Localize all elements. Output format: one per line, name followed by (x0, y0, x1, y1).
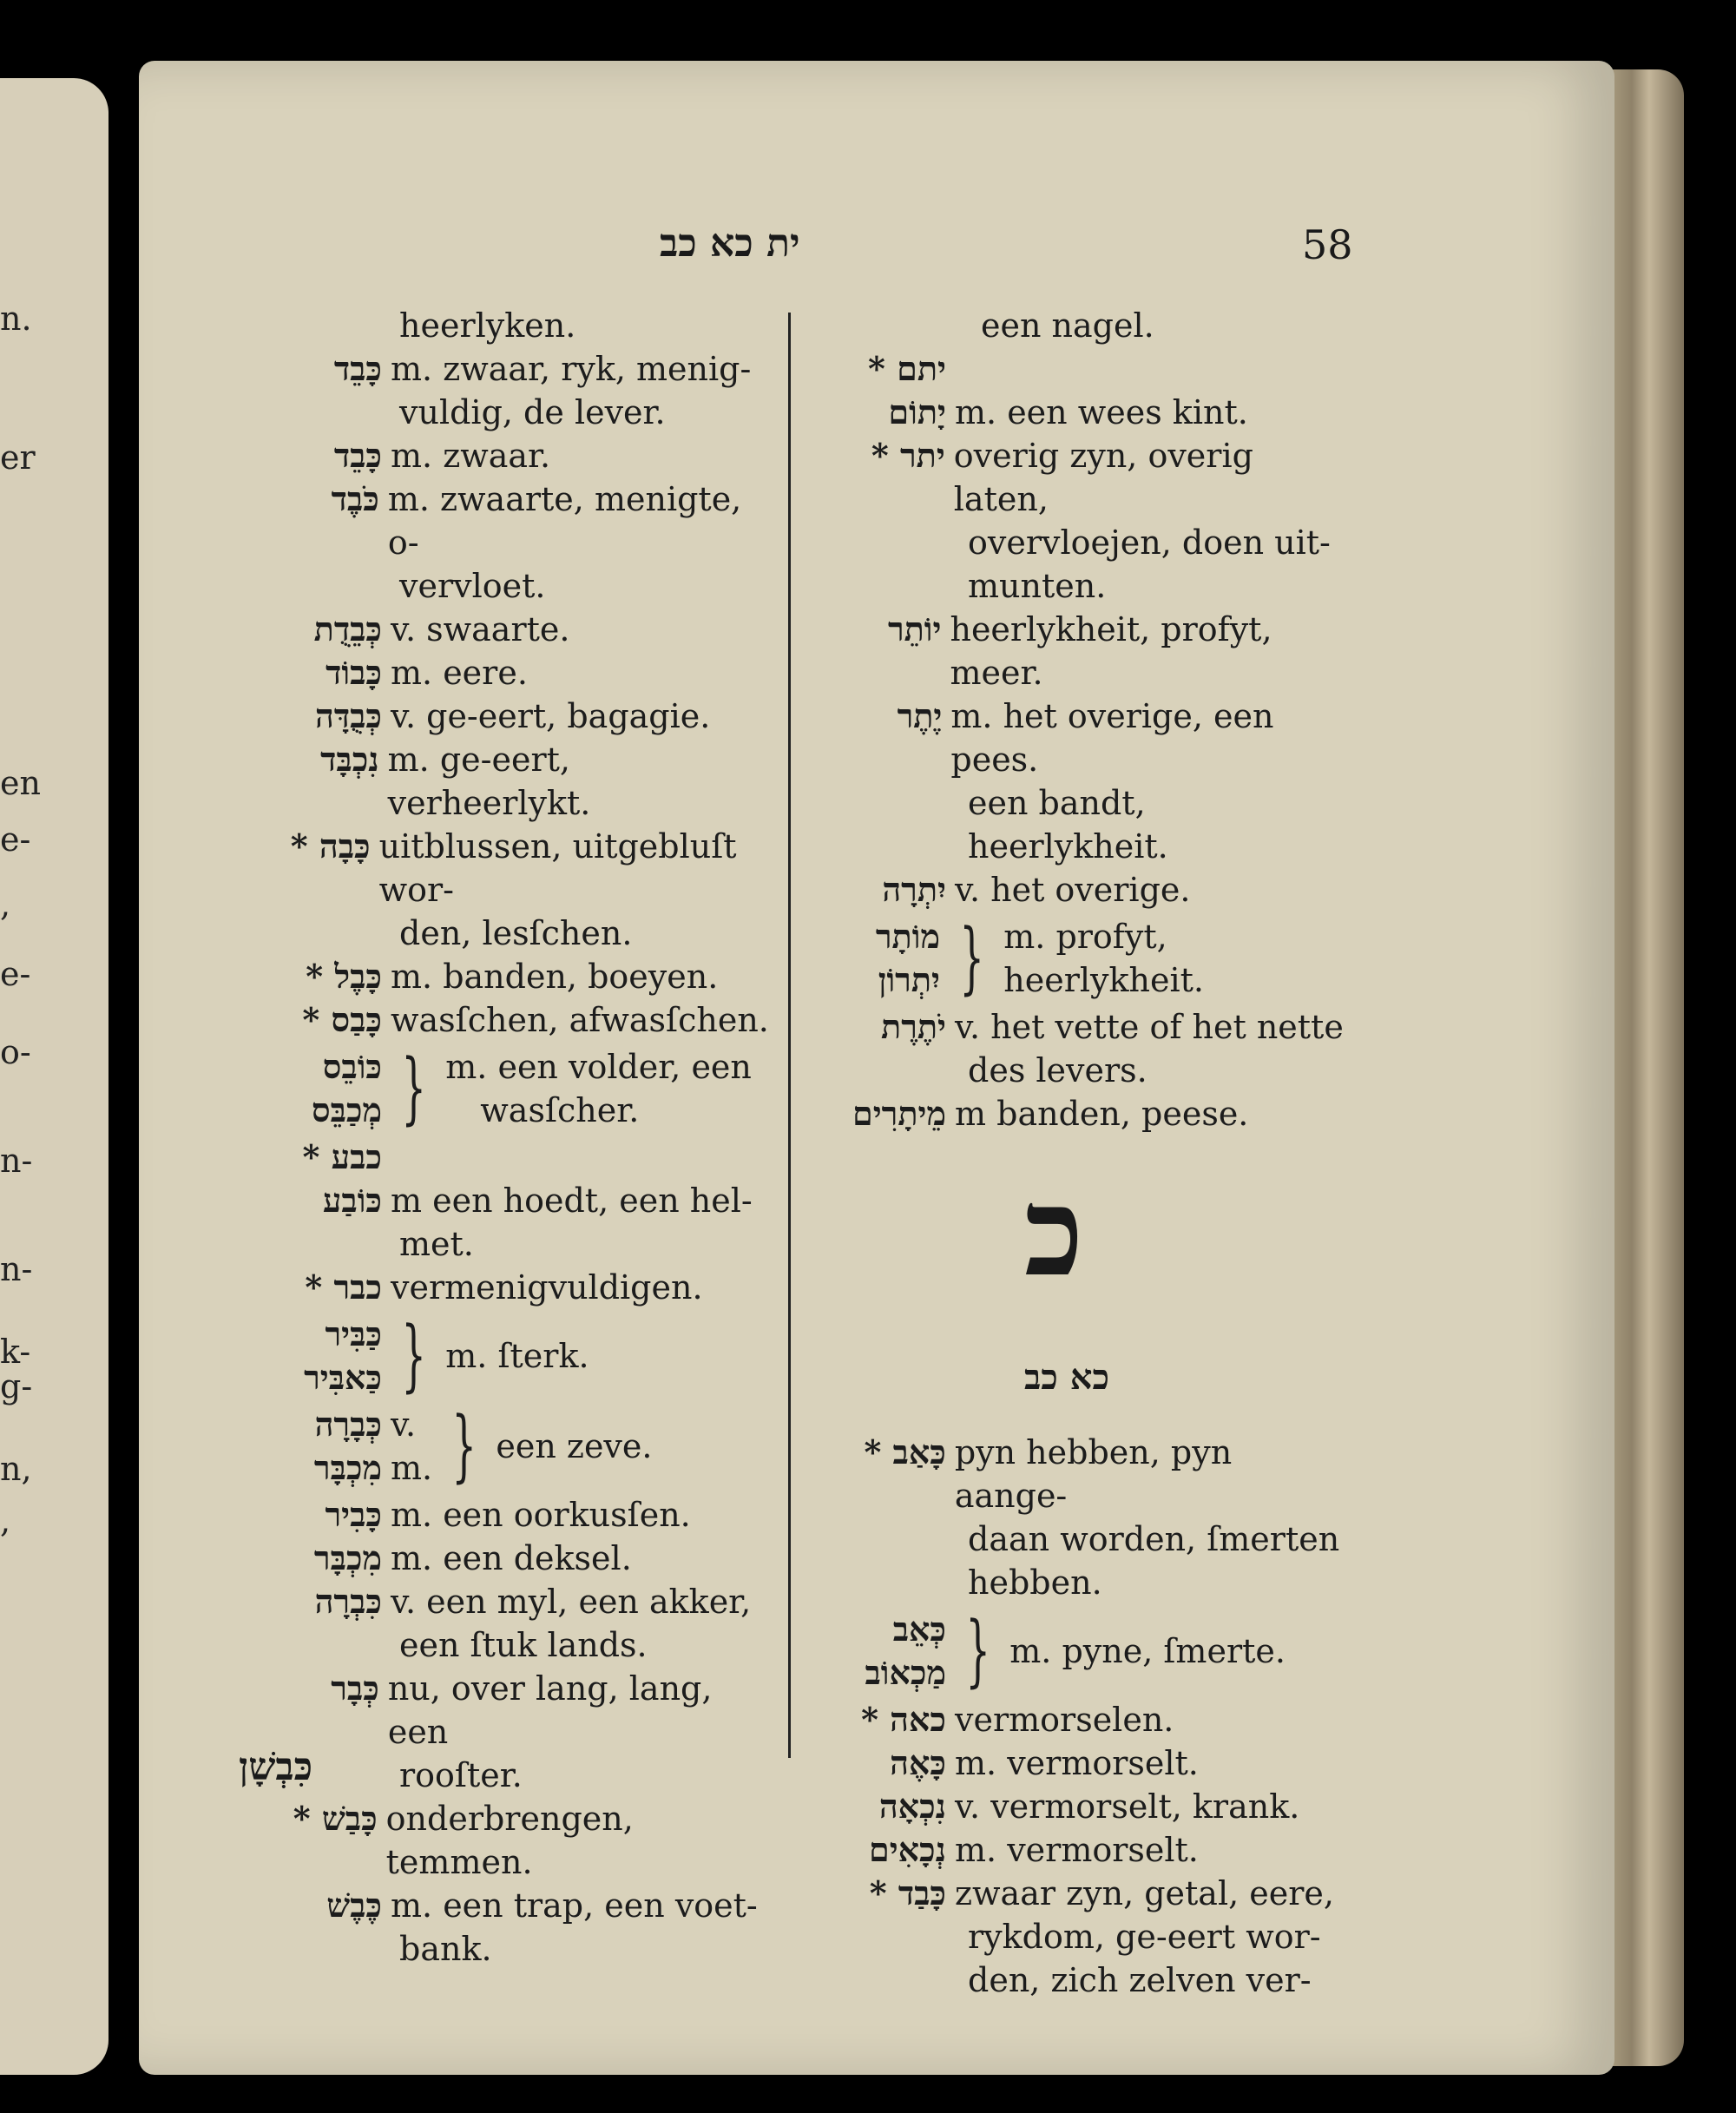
definition-continuation: rooſter. (399, 1756, 523, 1794)
definition: m. vermorselt. (955, 1831, 1199, 1869)
dictionary-entry (851, 608, 1354, 694)
definition: wasſchen, afwasſchen. (391, 1001, 769, 1039)
definition: overig zyn, overig laten, (953, 437, 1253, 518)
dictionary-entry (278, 1135, 773, 1179)
definition: m een hoedt, een hel- (391, 1182, 753, 1220)
dictionary-entry (278, 955, 773, 998)
facing-page-text-fragment: , (0, 1502, 11, 1540)
facing-page-text-fragment: er (0, 438, 36, 477)
dictionary-entry (851, 347, 1354, 391)
definition: nu, over lang, lang, een (387, 1669, 713, 1751)
definition: m. pyne, ſmerte. (1009, 1632, 1286, 1670)
hebrew-headword: כבר * (305, 1267, 382, 1307)
dictionary-entry (278, 825, 773, 955)
facing-page-text-fragment: , (0, 885, 11, 924)
hebrew-headword: כָּבַד * (869, 1873, 946, 1912)
definition: m. ſterk. (445, 1337, 589, 1375)
definition: m. eere. (391, 654, 528, 692)
dictionary-entry (278, 477, 773, 608)
definition: m. een volder, een (445, 1048, 752, 1086)
section-subhead: כא כב (1024, 1357, 1109, 1398)
dictionary-entry (278, 608, 773, 651)
definition: m. zwaar. (391, 437, 551, 475)
facing-page-text-fragment: k- (0, 1333, 31, 1371)
column-rule (788, 313, 791, 1758)
hebrew-headword: כְּאֵב (892, 1609, 946, 1649)
hebrew-headword: יֶתֶר (897, 696, 943, 735)
dictionary-entry (278, 1266, 773, 1309)
definition: pyn hebben, pyn aange- (954, 1433, 1233, 1515)
definition: m. een deksel. (391, 1539, 632, 1577)
hebrew-headword: כֶּבֶשׁ (326, 1886, 382, 1925)
dictionary-entry (278, 1797, 773, 1884)
definition-continuation: munten. (968, 567, 1107, 605)
section-break (851, 1135, 1354, 1431)
facing-page-text-fragment: n- (0, 1142, 33, 1180)
definition: onderbrengen, temmen. (385, 1800, 634, 1881)
definition: m. een trap, een voet- (391, 1886, 758, 1925)
brace-entry-group (278, 1310, 773, 1401)
definition: heerlykheit, profyt, meer. (950, 610, 1272, 692)
brace-entry-group (278, 1045, 773, 1132)
hebrew-headword: מֵיתָרִים (852, 1094, 946, 1133)
hebrew-headword: כָּבַשׁ * (293, 1799, 378, 1838)
dictionary-entry (851, 1005, 1354, 1092)
definition: een zeve. (496, 1427, 653, 1465)
definition: v. het vette of het nette (955, 1008, 1344, 1046)
dictionary-entry (851, 1785, 1354, 1828)
dictionary-entry (278, 651, 773, 694)
curly-brace: } (401, 1043, 426, 1134)
dictionary-entry (278, 1493, 773, 1537)
definition: m. profyt, heerlykheit. (1003, 918, 1204, 999)
definition: v. het overige. (955, 871, 1191, 909)
definition-continuation: een bandt, heerlykheit. (968, 784, 1168, 866)
hebrew-headword: מִכְבָּר (313, 1448, 382, 1487)
dictionary-entry (278, 694, 773, 738)
hebrew-headword: מוֹתָר (875, 917, 940, 956)
hebrew-headword: יתם * (868, 349, 946, 388)
dictionary-entry (278, 1884, 773, 1971)
facing-page-text-fragment: n- (0, 1250, 33, 1288)
curly-brace: } (965, 1605, 990, 1696)
curly-brace: } (959, 912, 984, 1004)
brace-entry-group (278, 1400, 773, 1491)
hebrew-headword: כבע * (302, 1137, 382, 1176)
definition: v. ge-eert, bagagie. (391, 697, 711, 735)
definition: v. een myl, een akker, (391, 1583, 752, 1621)
definition: m. vermorselt. (955, 1744, 1199, 1782)
hebrew-headword: נִכְבָּד (320, 740, 379, 779)
hebrew-headword: כְּבֻדָּה (314, 696, 382, 735)
definition-continuation: vuldig, de lever. (399, 393, 666, 431)
dictionary-entry (278, 434, 773, 477)
definition: zwaar zyn, getal, eere, (955, 1874, 1334, 1912)
definition: vermenigvuldigen. (391, 1268, 703, 1307)
hebrew-headword: כַּבִּיר (325, 1314, 382, 1353)
definition: m. een oorkusſen. (391, 1496, 691, 1534)
hebrew-headword: כְּבָר (331, 1669, 379, 1708)
definition-continuation: hebben. (968, 1563, 1102, 1602)
dictionary-entry (851, 1872, 1354, 2002)
dictionary-entry (278, 1179, 773, 1266)
hebrew-headword: כַּאבִּיר (304, 1358, 382, 1397)
left-column (278, 304, 773, 1971)
gender-marker: m. (391, 1449, 433, 1487)
definition-continuation: vervloet. (399, 567, 546, 605)
gender-marker: v. (391, 1405, 417, 1444)
hebrew-headword: מִכְבָּר (313, 1538, 382, 1577)
definition: m. ge-eert, verheerlykt. (387, 741, 591, 822)
curly-brace: } (401, 1310, 426, 1401)
definition-continuation: daan worden, ſmerten (968, 1520, 1340, 1558)
catchword: כִּבְשָׁן (239, 1745, 313, 1789)
definition: m. zwaar, ryk, menig- (391, 350, 752, 388)
hebrew-headword: יִתְרָה (882, 870, 946, 909)
facing-page-edge (0, 78, 108, 2075)
facing-page-text-fragment: n, (0, 1450, 32, 1488)
dictionary-entry (851, 1828, 1354, 1872)
dictionary-entry (278, 1580, 773, 1667)
dictionary-entry (278, 1667, 773, 1797)
definition-continuation: bank. (399, 1930, 492, 1968)
hebrew-headword: יוֹתֵר (887, 609, 942, 648)
hebrew-headword: יֹתֶרֶת (881, 1007, 946, 1046)
hebrew-headword: יתר * (871, 436, 945, 475)
continuation-line: een nagel. (981, 306, 1154, 345)
definition: m banden, peese. (955, 1095, 1249, 1133)
page-number: 58 (1302, 221, 1353, 268)
dictionary-entry (851, 868, 1354, 912)
section-letter: כ (1024, 1162, 1084, 1304)
dictionary-entry (278, 998, 773, 1042)
definition-continuation: met. (399, 1225, 474, 1263)
facing-page-text-fragment: g- (0, 1367, 33, 1405)
right-column (851, 304, 1354, 2002)
hebrew-headword: כֹּבֶד (331, 479, 379, 518)
definition: uitblussen, uitgebluſt wor- (378, 827, 737, 909)
definition: v. vermorselt, krank. (955, 1787, 1300, 1826)
brace-entry-group (851, 1605, 1354, 1696)
hebrew-headword: כָּבֶל * (306, 957, 382, 996)
continuation-line: heerlyken. (399, 306, 576, 345)
facing-page-text-fragment: en (0, 764, 41, 802)
facing-page-text-fragment: e- (0, 820, 31, 859)
definition-continuation: des levers. (968, 1051, 1147, 1089)
dictionary-entry (278, 738, 773, 825)
hebrew-headword: כְּבָרָה (314, 1405, 382, 1444)
dictionary-entry (851, 434, 1354, 608)
definition: m. het overige, een pees. (950, 697, 1274, 779)
definition: v. swaarte. (391, 610, 570, 648)
hebrew-headword: נְכָאִים (868, 1830, 946, 1869)
dictionary-entry (851, 1431, 1354, 1604)
hebrew-headword: כּוֹבַע (322, 1181, 382, 1220)
definition: m. zwaarte, menigte, o- (387, 480, 742, 562)
facing-page-text-fragment: o- (0, 1033, 31, 1071)
dictionary-entry (278, 347, 773, 434)
curly-brace: } (451, 1400, 477, 1491)
facing-page-text-fragment: n. (0, 300, 32, 338)
definition: m. een wees kint. (955, 393, 1248, 431)
hebrew-headword: כּוֹבֵס (322, 1047, 382, 1086)
brace-entry-group (851, 912, 1354, 1004)
definition-continuation: rykdom, ge-eert wor- (968, 1918, 1321, 1956)
hebrew-headword: כָּבֵד (333, 349, 382, 388)
hebrew-headword: כָּבִיר (325, 1495, 382, 1534)
definition-continuation: den, lesſchen. (399, 914, 633, 952)
hebrew-headword: כָּבָה * (290, 826, 371, 866)
hebrew-headword: כְּבֵדֻת (313, 609, 382, 648)
hebrew-headword: יִתְרוֹן (878, 960, 940, 999)
definition-continuation: den, zich zelven ver- (968, 1961, 1312, 1999)
hebrew-headword: כָּאַב * (864, 1432, 946, 1471)
hebrew-headword: כָּבוֹד (326, 653, 382, 692)
definition: vermorselen. (955, 1701, 1174, 1739)
hebrew-headword: מְכַבֵּס (311, 1090, 382, 1129)
definition: m. banden, boeyen. (391, 958, 719, 996)
hebrew-headword: נִכְאָה (878, 1787, 946, 1826)
hebrew-headword: כאה * (861, 1700, 946, 1739)
facing-page-text-fragment: e- (0, 955, 31, 993)
hebrew-headword: יָתוֹם (888, 392, 946, 431)
hebrew-headword: כִּבְרָה (314, 1582, 382, 1621)
hebrew-headword: מַכְאוֹב (865, 1653, 946, 1692)
definition-continuation: een ſtuk lands. (399, 1626, 648, 1664)
dictionary-entry (851, 1092, 1354, 1135)
dictionary-entry (851, 391, 1354, 434)
dictionary-entry (851, 1698, 1354, 1741)
running-head: ית כא כב (660, 221, 800, 266)
dictionary-entry (278, 1537, 773, 1580)
hebrew-headword: כָּאֶה (890, 1743, 946, 1782)
hebrew-headword: כָּבַס * (302, 1000, 382, 1039)
definition-continuation: overvloejen, doen uit- (968, 523, 1331, 562)
dictionary-entry (851, 1741, 1354, 1785)
dictionary-entry (851, 694, 1354, 868)
hebrew-headword: כָּבֵד (333, 436, 382, 475)
definition-continuation: wasſcher. (480, 1091, 640, 1129)
